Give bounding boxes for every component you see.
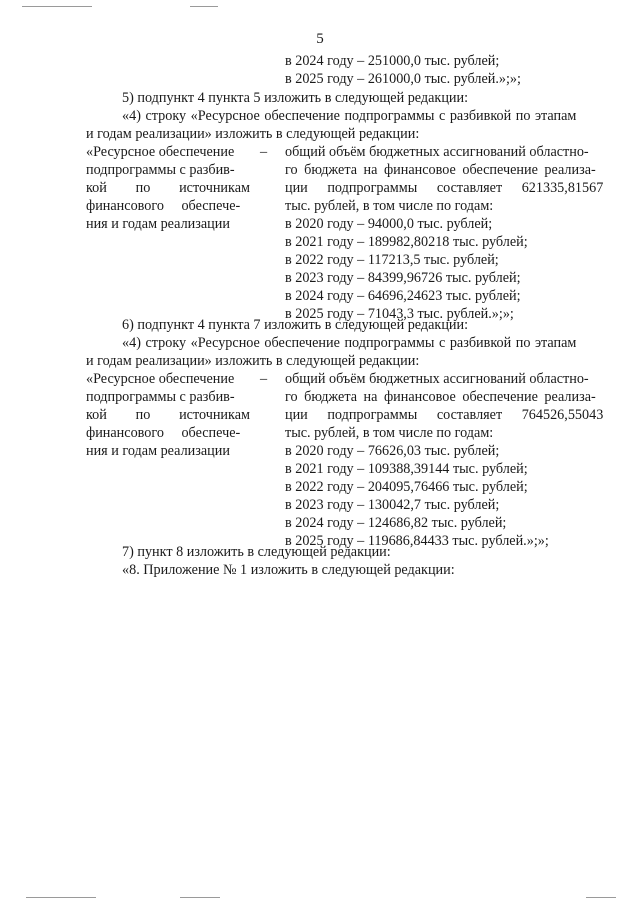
section6-left-word-po: по [135, 407, 151, 423]
section5-right-line-7: в 2022 году – 117213,5 тыс. рублей; [285, 252, 499, 268]
section6-right-line-3: ции подпрограммы составляет 764526,55043 [285, 407, 604, 423]
section5-right-line-4: тыс. рублей, в том числе по годам: [285, 198, 494, 214]
section5-right-line-8: в 2023 году – 84399,96726 тыс. рублей; [285, 270, 521, 286]
section5-right-line-3: ции подпрограммы составляет 621335,81567 [285, 180, 604, 196]
section6-dash: – [260, 371, 268, 387]
section6-right-line-1: общий объём бюджетных ассигнований областно- [285, 371, 589, 387]
section6-left-line-4: финансового обеспече- [86, 425, 241, 441]
section6-left-line-5: ния и годам реализации [86, 443, 230, 459]
section5-right-line-9: в 2024 году – 64696,24623 тыс. рублей; [285, 288, 521, 304]
section5-heading: 5) подпункт 4 пункта 5 изложить в следующей редакции: [122, 90, 469, 106]
scan-artefact-top-mid [190, 6, 218, 7]
section5-dash: – [260, 144, 268, 160]
section5-left-line-5: ния и годам реализации [86, 216, 230, 232]
section6-right-line-2: го бюджета на финансовое обеспечение реализа- [285, 389, 596, 405]
section5-left-line-2: подпрограммы с разбив- [86, 162, 235, 178]
section7-line: «8. Приложение № 1 изложить в следующей редакции: [122, 562, 455, 578]
section6-right-line-6: в 2021 году – 109388,39144 тыс. рублей; [285, 461, 528, 477]
section6-right-line-9: в 2024 году – 124686,82 тыс. рублей; [285, 515, 507, 531]
top-line-2024: в 2024 году – 251000,0 тыс. рублей; [285, 53, 500, 69]
section6-right-line-5: в 2020 году – 76626,03 тыс. рублей; [285, 443, 500, 459]
section5-left-line-3 [86, 179, 250, 197]
section5-right-line-2: го бюджета на финансовое обеспечение реализа- [285, 162, 596, 178]
section6-right-line-10: в 2025 году – 119686,84433 тыс. рублей.»;»; [285, 533, 549, 549]
scan-artefact-bottom-left [26, 897, 96, 898]
page-number: 5 [316, 31, 324, 47]
section5-intro-text: «4) строку «Ресурсное обеспечение подпрограммы с разбивкой по этапам [122, 108, 577, 124]
top-line-2025: в 2025 году – 261000,0 тыс. рублей.»;»; [285, 71, 521, 87]
section5-left-word-istochnikam: источникам [179, 180, 250, 196]
section5-right-line-10: в 2025 году – 71043,3 тыс. рублей.»;»; [285, 306, 514, 322]
scan-artefact-top-left [22, 6, 92, 7]
section7-heading: 7) пункт 8 изложить в следующей редакции: [122, 544, 391, 560]
section5-left-word-koj: кой [86, 180, 107, 196]
section5-left-word-po: по [135, 180, 151, 196]
section5-right-line-6: в 2021 году – 189982,80218 тыс. рублей; [285, 234, 528, 250]
section5-intro-line1 [122, 107, 606, 125]
section5-intro-line2: и годам реализации» изложить в следующей редакции: [86, 126, 420, 142]
scan-artefact-bottom-mid [180, 897, 220, 898]
section6-right-line-8: в 2023 году – 130042,7 тыс. рублей; [285, 497, 500, 513]
section6-heading: 6) подпункт 4 пункта 7 изложить в следующей редакции: [122, 317, 469, 333]
section6-left-line-3 [86, 406, 250, 424]
scan-artefact-bottom-right [586, 897, 616, 898]
section6-intro-line1: «4) строку «Ресурсное обеспечение подпрограммы с разбивкой по этапам [122, 335, 577, 351]
section6-intro-line2: и годам реализации» изложить в следующей редакции: [86, 353, 420, 369]
section6-right-line-7: в 2022 году – 204095,76466 тыс. рублей; [285, 479, 528, 495]
section6-right-line-4: тыс. рублей, в том числе по годам: [285, 425, 494, 441]
section6-left-line-2: подпрограммы с разбив- [86, 389, 235, 405]
section5-right-line-5: в 2020 году – 94000,0 тыс. рублей; [285, 216, 493, 232]
section5-left-line-4: финансового обеспече- [86, 198, 241, 214]
section5-right-line-1: общий объём бюджетных ассигнований областно- [285, 144, 589, 160]
section6-left-word-koj: кой [86, 407, 107, 423]
section5-left-line-1: «Ресурсное обеспечение [86, 144, 235, 160]
section6-left-line-1: «Ресурсное обеспечение [86, 371, 235, 387]
section6-left-word-istochnikam: источникам [179, 407, 250, 423]
